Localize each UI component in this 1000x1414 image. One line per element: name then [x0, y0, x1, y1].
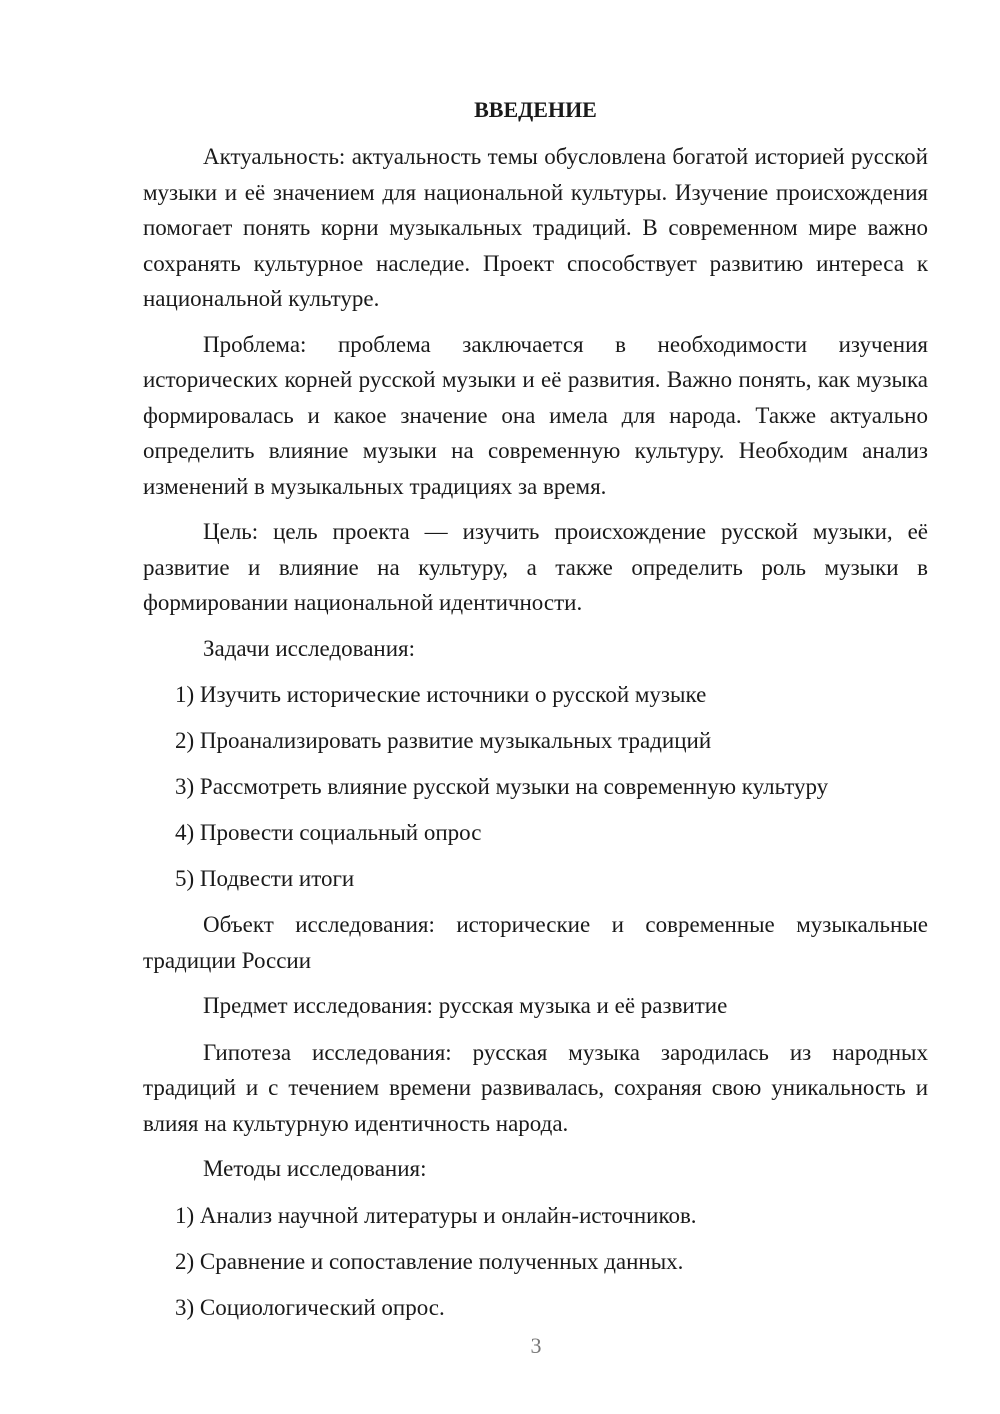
hypothesis-paragraph: Гипотеза исследования: русская музыка зародилась из народных традиций и с течением времени развивалась, сохраняя свою уникальность и влияя на культурную идентичность народа. — [143, 1039, 928, 1136]
document-page — [143, 92, 928, 1336]
methods-heading: Методы исследования: — [203, 1156, 427, 1181]
list-item: 3) Рассмотреть влияние русской музыки на современную культуру — [175, 774, 829, 799]
tasks-heading: Задачи исследования: — [203, 635, 416, 661]
page-title: ВВЕДЕНИЕ — [474, 97, 597, 122]
list-item: 1) Изучить исторические источники о русской музыке — [175, 682, 707, 707]
goal-paragraph: Цель: цель проекта — изучить происхождение русской музыки, её развитие и влияние на культуру, а также определить роль музыки в формировании национальной идентичности. — [143, 519, 928, 615]
list-item: 2) Сравнение и сопоставление полученных данных. — [175, 1248, 684, 1274]
relevance-paragraph: Актуальность: актуальность темы обусловлена богатой историей русской музыки и её значением для национальной культуры. Изучение происхождения помогает понять корни музыкальных традиций. В современном мире важно сохранять культурное наследие. Проект способствует развитию интереса к национальной культуре. — [143, 144, 928, 311]
page-number: 3 — [530, 1333, 542, 1358]
list-item: 1) Анализ научной литературы и онлайн-источников. — [175, 1202, 697, 1228]
methods-list — [143, 1198, 928, 1326]
list-item: 2) Проанализировать развитие музыкальных традиций — [175, 728, 712, 753]
problem-paragraph: Проблема: проблема заключается в необходимости изучения исторических корней русской музыки и её развития. Важно понять, как музыка формировалась и какое значение она имела для народа. Также актуально определить влияние музыки на современную культуру. Необходим анализ изменений в музыкальных традициях за время. — [143, 331, 928, 499]
object-paragraph: Объект исследования: исторические и современные музыкальные традиции России — [143, 912, 928, 973]
list-item: 3) Социологический опрос. — [175, 1294, 445, 1320]
subject-paragraph: Предмет исследования: русская музыка и её развитие — [203, 993, 728, 1018]
list-item: 5) Подвести итоги — [175, 866, 355, 891]
list-item: 4) Провести социальный опрос — [175, 820, 482, 845]
tasks-list — [143, 677, 928, 897]
